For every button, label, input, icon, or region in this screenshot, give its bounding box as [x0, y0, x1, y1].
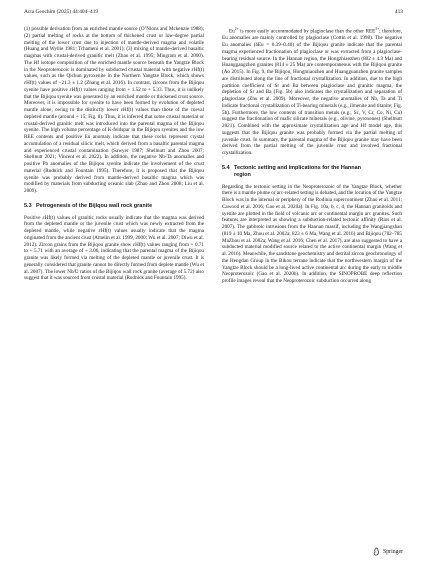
publisher-footer	[372, 547, 403, 556]
springer-logo-icon	[372, 547, 381, 556]
journal-citation: Acta Geochim (2025) 44:404–419	[24, 9, 99, 15]
body-paragraph: $Eu^{2+}$ is more easily accommodated by plagioclase than the other $REE^{3+}$; therefore, Eu anomalies are mainly controlled by plagioclase (Cottin et al. 1998). The negative Eu anomalies (δEu = 0.39–0.40) of the Bijiqou granite indicate that the parental magma experienced fractionation of plagioclase or was extracted from a plagioclase-bearing residual source. In the Hannan region, the Hongzhiaozhen (802 ± 4.3 Ma) and Huanggangzhen granites (814 ± 25 Ma) are contemporaneous with the Bijiqou granite (Ao 2015). In Fig. 9, the Bijiqou, Hongmiaozhen and Huangguanzhen granite samples are distributed along the line of fractional crystallization. In addition, due to the high partition coefficient of Sr and Ba between plagioclase and granitic magma, the depletion of Sr and Ba (Fig. 5b) also indicates the crystallization and separation of plagioclase (Zhu et al. 2009). Moreover, the negative anomalies of Nb, Ta and Ti indicate fractional crystallization of Ti-bearing minerals (e.g., ilmenite and titanite; Fig. 5b). Furthermore, the low contents of transition metals (e.g., Sc, V, Cr, Co, Ni, Cu) suggest the fractionation of mafic silicate minerals (e.g., olivine, pyroxenes) (Shellnutt 2021). Combined with the approximate crystallization age and Hf model age, this suggests that the Bijiqou granite was probably formed via the partial melting of juvenile crust. In summary, the parental magma of the Bijiqou granite may have been derived from the partial melting of the juvenile crust and involved fractional crystallization.	[222, 27, 402, 157]
section-title-line2: region	[234, 171, 251, 178]
section-heading-5-3	[24, 203, 204, 210]
body-paragraph: (1) possible derivation from an enriched mantle source (O’Nions and Mckenzie 1988); (2) partial melting of rocks at the bottom of thickened crust or low-degree partial melting of the lower crust due to injection of mantle-derived magma and volatile (Huang and Wyllie 1981; Tchameni et al. 2001); (3) mixing of mantle-derived basaltic magmas with crustal-derived granitic melt (Zhao et al. 1995; Mingram et al. 2000). The Hf isotope composition of the enriched mantle source beneath the Yangtze Block in the Neoproterozoic is dominated by subducted crustal material with negative εHf(t) values, such as the Qichun pyroxenite in the Northern Yangtze Block, which shows εHf(t) values of −21.3 ± 1.2 (Zhang et al. 2016). In contrast, zircons from the Bijiqou syenite have positive εHf(t) values ranging from + 1.52 to + 5.33. Thus, it is unlikely that the Bijiqou syenite was generated by an enriched mantle or thickened crust source. Moreover, it is impossible for syenite to have been formed by evolution of depleted mantle alone, owing to the distinctly lower εHf(t) values than those of the coeval depleted mantle (around + 15; Fig. 8). Thus, it is inferred that some crustal material or crustal-derived granitic melt was introduced into the parental magma of the Bijiqou syenite. The high volume percentage of K-feldspar in the Bijiqou syenites and the low REE contents and positive Eu anomaly indicate that these rocks represent crystal accumulation of a residual silicic melt, which derived from a basaltic parental magma and experienced crustal contamination (Sawyer 1987; Shellnutt and Zhou 2007; Shellnutt 2021; Vincent et al. 2022). In addition, the negative Nb-Ta anomalies and positive Pb anomalies of the Bijiqou syenite indicate the involvement of the crust material (Rudnick and Fountain 1995). Therefore, it is proposed that the Bijiqou syenite was probably derived from mantle-derived basaltic magma which was modified by materials from subducting oceanic slab (Zhao and Zhou 2008; Liu et al. 2009).	[24, 26, 204, 194]
charge-superscript: 2+	[234, 27, 239, 31]
section-number: 5.4	[222, 164, 230, 171]
section-heading-5-4	[222, 165, 402, 179]
body-paragraph: Positive εHf(t) values of granitic rocks usually indicate that the magma was derived from the depleted mantle or the juvenile crust which was newly extracted from the depleted mantle, while negative εHf(t) values usually indicate that the magma originated from the ancient crust (Amelin et al. 1999, 2000; Wu et al. 2007; Diwu et al. 2012). Zircon grains from the Bijiqou granite show εHf(t) values ranging from + 0.71 to + 5.71 with an average of + 3.06, indicating that the parental magma of the Bijiqou granite was likely formed via melting of the depleted mantle or juvenile crust. It is generally considered that granite cannot be directly formed from deplete mantle (Wu et al. 2007). The lower Nb/U ratios of the Bijiqou wall rock granite (average of 5.72) also suggest that it was sourced from crustal material (Rudnick and Fountain 1995).	[24, 214, 204, 282]
right-column	[222, 26, 402, 285]
publisher-name: Springer	[383, 548, 403, 555]
left-column	[24, 26, 204, 282]
section-number: 5.3	[24, 202, 32, 209]
running-header	[24, 9, 403, 19]
section-title: Petrogenesis of the Bijiqou wall rock granite	[36, 202, 153, 209]
body-paragraph: Regarding the tectonic setting in the Neoproterozoic of the Yangtze Block, whether there is a mantle plume or arc-related setting is debated, and the location of the Yangtze Block was in the internal or periphery of the Rodinia supercontinent (Zhao et al. 2011; Cawood et al. 2016; Gao et al. 2020a). In Fig. 10a, b, c, d, the Hannan granitoids and syenite are plotted in the field of volcanic arc or continental margin arc granites. Such features are interpreted as showing a subduction-related tectonic affinity (Rios et al. 2007). The gabbroic intrusions from the Hannan massif, including the Wangjiangshan (819 ± 10 Ma, Zhou et al. 2002a; 823 ± 6 Ma, Wang et al. 2016) and Bijiqou (782–785 MaZhou et al. 2002a; Wang et al. 2016; Chen et al. 2017), are also suggested to have a subducted material modified source related to the active continental margin (Wang et al. 2016). Meanwhile, the sandstone geochemistry and detrital zircon geochronology of the Hengdan Group in the Bikou terrane indicate that the northwestern margin of the Yangtze Block should be a long-lived active continental arc during the early to middle Neoproterozoic (Gao et al. 2020b). In addition, the SINOPROBE deep reflection profile images reveal that the Neoproterozoic subduction occurred along	[222, 183, 403, 285]
page-number: 413	[394, 9, 403, 15]
charge-superscript: 3+	[375, 27, 380, 31]
section-title-line1: Tectonic setting and implications for the Hannan	[234, 164, 362, 171]
